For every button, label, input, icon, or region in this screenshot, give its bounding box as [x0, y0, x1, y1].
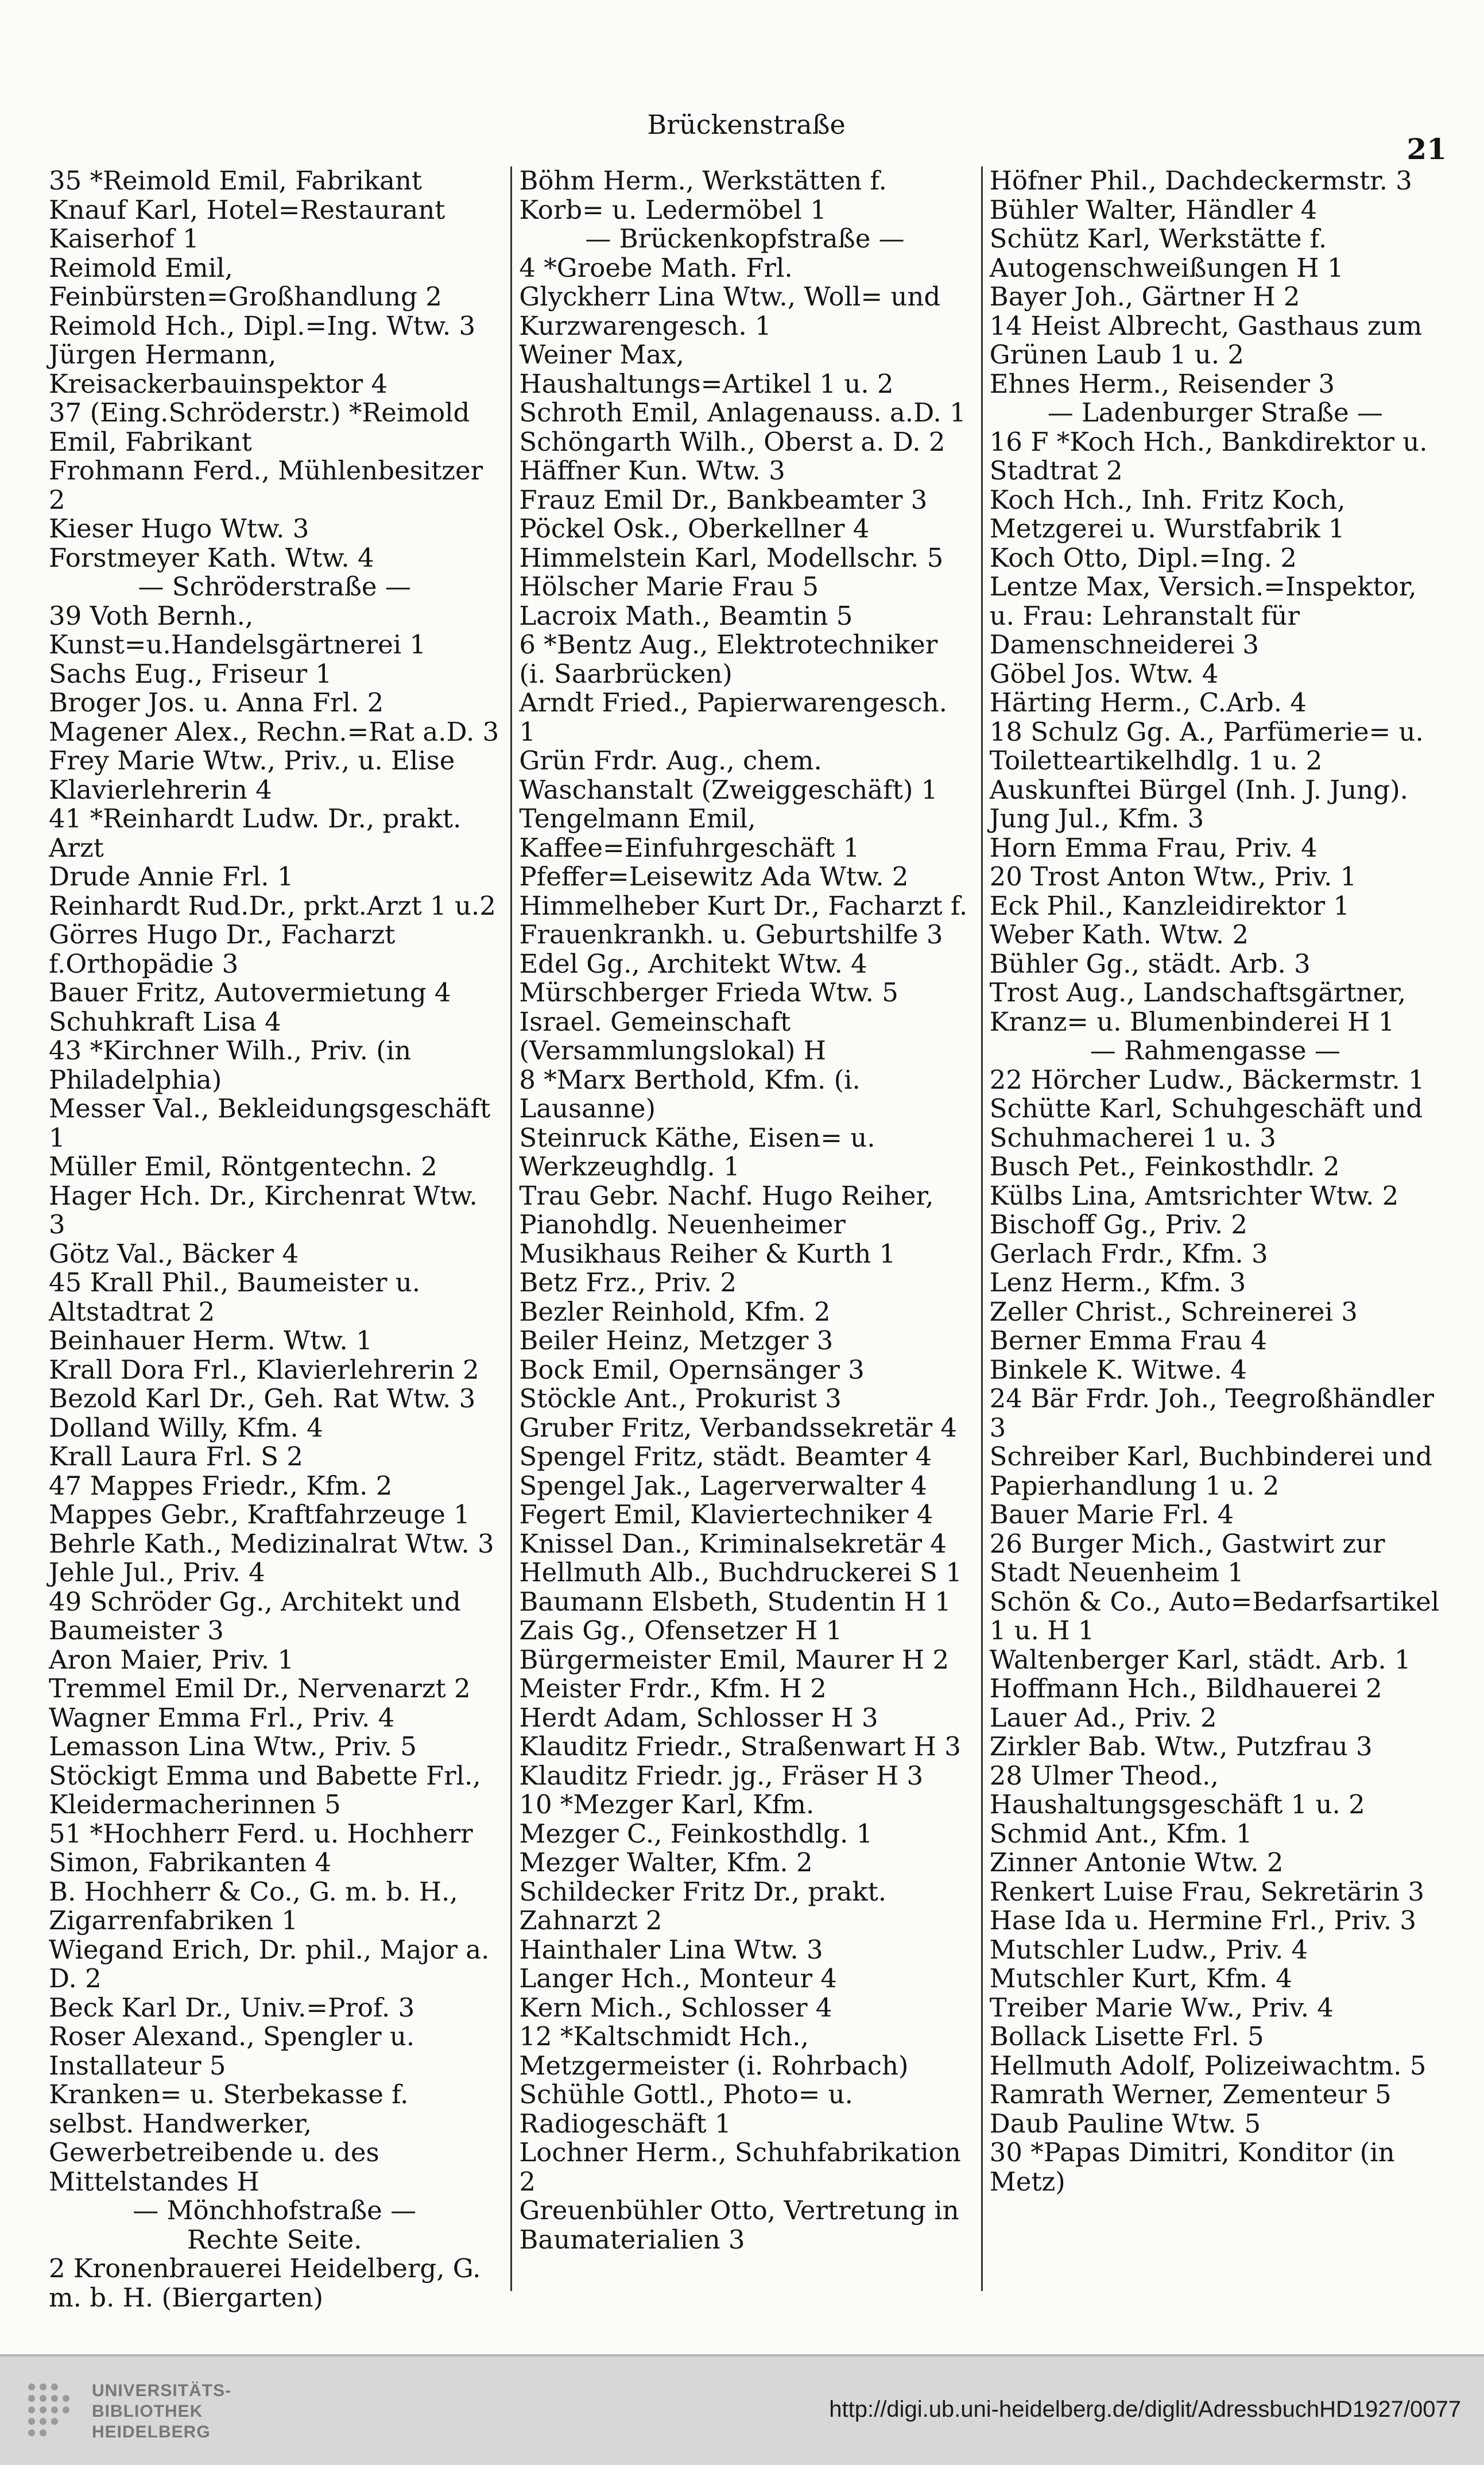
directory-entry: Jürgen Hermann, Kreisackerbauinspektor 4 — [49, 339, 388, 399]
directory-entry: Treiber Marie Ww., Priv. 4 — [989, 1992, 1334, 2023]
directory-entry: Külbs Lina, Amtsrichter Wtw. 2 — [989, 1180, 1399, 1211]
directory-entry: Binkele K. Witwe. 4 — [989, 1354, 1247, 1385]
directory-entry: 6 *Bentz Aug., Elektrotechniker (i. Saarbrücken) — [519, 629, 938, 689]
column-middle — [510, 167, 970, 2291]
directory-entry: Messer Val., Bekleidungsgeschäft 1 — [49, 1093, 491, 1153]
directory-entry: Frey Marie Wtw., Priv., u. Elise Klavierlehrerin 4 — [49, 745, 455, 805]
directory-entry: Mezger C., Feinkosthdlg. 1 — [519, 1818, 873, 1849]
directory-entry: Beck Karl Dr., Univ.=Prof. 3 — [49, 1992, 415, 2023]
directory-entry: Betz Frz., Priv. 2 — [519, 1267, 737, 1298]
directory-entry: Gerlach Frdr., Kfm. 3 — [989, 1238, 1268, 1269]
directory-entry: Israel. Gemeinschaft (Versammlungslokal) H — [519, 1006, 826, 1066]
directory-entry: — Rahmengasse — — [1090, 1035, 1340, 1066]
directory-entry: Broger Jos. u. Anna Frl. 2 — [49, 687, 384, 718]
university-library-logo-icon — [23, 2378, 86, 2441]
directory-entry: Weiner Max, Haushaltungs=Artikel 1 u. 2 — [519, 339, 894, 399]
directory-entry: Koch Otto, Dipl.=Ing. 2 — [989, 542, 1297, 573]
directory-entry: Lenz Herm., Kfm. 3 — [989, 1267, 1246, 1298]
directory-entry: Müller Emil, Röntgentechn. 2 — [49, 1151, 437, 1182]
directory-entry: 47 Mappes Friedr., Kfm. 2 — [49, 1470, 393, 1501]
source-url-link[interactable]: http://digi.ub.uni-heidelberg.de/diglit/AdressbuchHD1927/0077 — [829, 2397, 1461, 2422]
directory-entry: Aron Maier, Priv. 1 — [49, 1644, 294, 1675]
directory-entry: Bezler Reinhold, Kfm. 2 — [519, 1296, 831, 1327]
directory-entry: 2 Kronenbrauerei Heidelberg, G. m. b. H. (Biergarten) — [49, 2253, 481, 2313]
directory-entry: Knissel Dan., Kriminalsekretär 4 — [519, 1528, 947, 1559]
directory-entry: Beiler Heinz, Metzger 3 — [519, 1325, 834, 1356]
directory-entry: Schütz Karl, Werkstätte f. Autogenschweißungen H 1 — [989, 223, 1344, 283]
directory-entry: Mappes Gebr., Kraftfahrzeuge 1 — [49, 1499, 470, 1530]
directory-entry: Mutschler Kurt, Kfm. 4 — [989, 1963, 1292, 1994]
directory-entry: Pfeffer=Leisewitz Ada Wtw. 2 — [519, 861, 909, 892]
directory-entry: 8 *Marx Berthold, Kfm. (i. Lausanne) — [519, 1064, 861, 1124]
directory-entry: Wagner Emma Frl., Priv. 4 — [49, 1702, 395, 1733]
directory-entry: Reinhardt Rud.Dr., prkt.Arzt 1 u.2 — [49, 890, 496, 921]
page-number: 21 — [1406, 132, 1447, 166]
directory-entry: 12 *Kaltschmidt Hch., Metzgermeister (i. Rohrbach) — [519, 2021, 909, 2081]
library-line-2: BIBLIOTHEK — [92, 2402, 203, 2421]
directory-entry: Schöngarth Wilh., Oberst a. D. 2 — [519, 426, 946, 457]
directory-entry: 49 Schröder Gg., Architekt und Baumeister 3 — [49, 1586, 461, 1646]
directory-entry: Hase Ida u. Hermine Frl., Priv. 3 — [989, 1905, 1416, 1936]
directory-entry: Greuenbühler Otto, Vertretung in Baumaterialien 3 — [519, 2195, 959, 2255]
directory-entry: Zirkler Bab. Wtw., Putzfrau 3 — [989, 1731, 1373, 1762]
directory-entry: 43 *Kirchner Wilh., Priv. (in Philadelphia) — [49, 1035, 412, 1095]
directory-entry: 45 Krall Phil., Baumeister u. Altstadtrat 2 — [49, 1267, 421, 1327]
directory-entry: Magener Alex., Rechn.=Rat a.D. 3 — [49, 716, 499, 747]
directory-entry: Trost Aug., Landschaftsgärtner, Kranz= u. Blumenbinderei H 1 — [989, 977, 1406, 1037]
directory-entry: Spengel Jak., Lagerverwalter 4 — [519, 1470, 927, 1501]
directory-entry: Kern Mich., Schlosser 4 — [519, 1992, 832, 2023]
directory-entry: Knauf Karl, Hotel=Restaurant Kaiserhof 1 — [49, 194, 445, 254]
directory-entry: Mezger Walter, Kfm. 2 — [519, 1847, 813, 1878]
directory-entry: Mürschberger Frieda Wtw. 5 — [519, 977, 898, 1008]
directory-entry: Görres Hugo Dr., Facharzt f.Orthopädie 3 — [49, 919, 396, 979]
directory-entry: 22 Hörcher Ludw., Bäckermstr. 1 — [989, 1064, 1425, 1095]
directory-entry: 24 Bär Frdr. Joh., Teegroßhändler 3 — [989, 1383, 1435, 1443]
directory-entry: Spengel Fritz, städt. Beamter 4 — [519, 1441, 932, 1472]
directory-entry: — Brückenkopfstraße — — [585, 223, 905, 254]
directory-entry: Hellmuth Alb., Buchdruckerei S 1 — [519, 1557, 962, 1588]
directory-entry: Rechte Seite. — [187, 2224, 362, 2255]
directory-entry: Auskunftei Bürgel (Inh. J. Jung). Jung Jul., Kfm. 3 — [989, 774, 1408, 834]
directory-entry: Schroth Emil, Anlagenauss. a.D. 1 — [519, 397, 966, 428]
directory-entry: Tremmel Emil Dr., Nervenarzt 2 — [49, 1673, 471, 1704]
directory-entry: Reimold Emil, Feinbürsten=Großhandlung 2 — [49, 252, 442, 312]
directory-entry: Schühle Gottl., Photo= u. Radiogeschäft 1 — [519, 2079, 853, 2139]
directory-entry: Klauditz Friedr., Straßenwart H 3 — [519, 1731, 961, 1762]
directory-entry: 51 *Hochherr Ferd. u. Hochherr Simon, Fabrikanten 4 — [49, 1818, 473, 1878]
directory-entry: Meister Frdr., Kfm. H 2 — [519, 1673, 827, 1704]
directory-entry: 16 F *Koch Hch., Bankdirektor u. Stadtrat 2 — [989, 426, 1428, 486]
directory-entry: 4 *Groebe Math. Frl. — [519, 252, 793, 283]
directory-entry: Götz Val., Bäcker 4 — [49, 1238, 299, 1269]
directory-entry: Schuhkraft Lisa 4 — [49, 1006, 281, 1037]
directory-entry: Ramrath Werner, Zementeur 5 — [989, 2079, 1392, 2110]
directory-entry: Himmelstein Karl, Modellschr. 5 — [519, 542, 944, 573]
directory-entry: Hellmuth Adolf, Polizeiwachtm. 5 — [989, 2050, 1427, 2081]
library-line-3: HEIDELBERG — [92, 2423, 211, 2441]
directory-entry: Behrle Kath., Medizinalrat Wtw. 3 — [49, 1528, 494, 1559]
directory-entry: B. Hochherr & Co., G. m. b. H., Zigarrenfabriken 1 — [49, 1876, 458, 1936]
directory-entry: Beinhauer Herm. Wtw. 1 — [49, 1325, 373, 1356]
directory-entry: Busch Pet., Feinkosthdlr. 2 — [989, 1151, 1340, 1182]
directory-entry: 26 Burger Mich., Gastwirt zur Stadt Neuenheim 1 — [989, 1528, 1385, 1588]
footer-bar — [0, 2354, 1484, 2465]
directory-entry: Schmid Ant., Kfm. 1 — [989, 1818, 1253, 1849]
directory-entry: Bauer Fritz, Autovermietung 4 — [49, 977, 451, 1008]
directory-entry: 20 Trost Anton Wtw., Priv. 1 — [989, 861, 1357, 892]
directory-entry: — Mönchhofstraße — — [133, 2195, 417, 2226]
directory-entry: Steinruck Käthe, Eisen= u. Werkzeughdlg. 1 — [519, 1122, 875, 1182]
directory-entry: 35 *Reimold Emil, Fabrikant — [49, 165, 423, 196]
directory-entry: 18 Schulz Gg. A., Parfümerie= u. Toiletteartikelhdlg. 1 u. 2 — [989, 716, 1424, 776]
directory-entry: Schildecker Fritz Dr., prakt. Zahnarzt 2 — [519, 1876, 887, 1936]
directory-entry: Grün Frdr. Aug., chem. Waschanstalt (Zweiggeschäft) 1 — [519, 745, 938, 805]
directory-entry: Reimold Hch., Dipl.=Ing. Wtw. 3 — [49, 310, 476, 341]
directory-entry: Lochner Herm., Schuhfabrikation 2 — [519, 2137, 961, 2197]
directory-columns — [49, 165, 1441, 2313]
directory-entry: Lentze Max, Versich.=Inspektor, u. Frau: Lehranstalt für Damenschneiderei 3 — [989, 571, 1417, 660]
directory-entry: Kranken= u. Sterbekasse f. selbst. Handwerker, Gewerbetreibende u. des Mittelstandes H — [49, 2079, 409, 2197]
directory-entry: Böhm Herm., Werkstätten f. Korb= u. Ledermöbel 1 — [519, 165, 887, 225]
directory-entry: Berner Emma Frau 4 — [989, 1325, 1268, 1356]
directory-entry: Krall Laura Frl. S 2 — [49, 1441, 303, 1472]
directory-entry: Stöckle Ant., Prokurist 3 — [519, 1383, 842, 1414]
directory-entry: Mutschler Ludw., Priv. 4 — [989, 1934, 1308, 1965]
directory-entry: Häffner Kun. Wtw. 3 — [519, 455, 785, 486]
directory-entry: Trau Gebr. Nachf. Hugo Reiher, Pianohdlg. Neuenheimer Musikhaus Reiher & Kurth 1 — [519, 1180, 934, 1269]
library-line-1: UNIVERSITÄTS- — [92, 2381, 232, 2400]
directory-entry: Zais Gg., Ofensetzer H 1 — [519, 1615, 843, 1646]
directory-entry: Wiegand Erich, Dr. phil., Major a. D. 2 — [49, 1934, 490, 1994]
directory-entry: 10 *Mezger Karl, Kfm. — [519, 1789, 815, 1820]
directory-entry: Klauditz Friedr. jg., Fräser H 3 — [519, 1760, 924, 1791]
column-right — [981, 167, 1441, 2291]
directory-entry: Arndt Fried., Papierwarengesch. 1 — [519, 687, 947, 747]
directory-entry: Tengelmann Emil, Kaffee=Einfuhrgeschäft 1 — [519, 803, 860, 863]
directory-entry: Bock Emil, Opernsänger 3 — [519, 1354, 865, 1385]
directory-entry: — Ladenburger Straße — — [1047, 397, 1383, 428]
directory-entry: — Schröderstraße — — [138, 571, 411, 602]
directory-entry: Langer Hch., Monteur 4 — [519, 1963, 837, 1994]
directory-entry: Baumann Elsbeth, Studentin H 1 — [519, 1586, 951, 1617]
directory-entry: Herdt Adam, Schlosser H 3 — [519, 1702, 878, 1733]
directory-entry: Forstmeyer Kath. Wtw. 4 — [49, 542, 374, 573]
directory-entry: Bischoff Gg., Priv. 2 — [989, 1209, 1247, 1240]
directory-entry: 39 Voth Bernh., Kunst=u.Handelsgärtnerei 1 — [49, 600, 427, 660]
directory-entry: Bauer Marie Frl. 4 — [989, 1499, 1234, 1530]
directory-entry: Höfner Phil., Dachdeckermstr. 3 — [989, 165, 1412, 196]
directory-entry: Lauer Ad., Priv. 2 — [989, 1702, 1217, 1733]
directory-entry: Lacroix Math., Beamtin 5 — [519, 600, 853, 631]
directory-entry: Hoffmann Hch., Bildhauerei 2 — [989, 1673, 1382, 1704]
directory-entry: 14 Heist Albrecht, Gasthaus zum Grünen Laub 1 u. 2 — [989, 310, 1423, 370]
directory-entry: Kieser Hugo Wtw. 3 — [49, 513, 309, 544]
directory-entry: Bayer Joh., Gärtner H 2 — [989, 281, 1300, 312]
directory-entry: Gruber Fritz, Verbandssekretär 4 — [519, 1412, 958, 1443]
directory-entry: Koch Hch., Inh. Fritz Koch, Metzgerei u. Wurstfabrik 1 — [989, 484, 1346, 544]
directory-entry: 30 *Papas Dimitri, Konditor (in Metz) — [989, 2137, 1395, 2197]
directory-entry: Zeller Christ., Schreinerei 3 — [989, 1296, 1358, 1327]
directory-entry: Renkert Luise Frau, Sekretärin 3 — [989, 1876, 1424, 1907]
directory-entry: 37 (Eing.Schröderstr.) *Reimold Emil, Fabrikant — [49, 397, 470, 457]
directory-entry: Pöckel Osk., Oberkellner 4 — [519, 513, 870, 544]
directory-entry: Drude Annie Frl. 1 — [49, 861, 294, 892]
directory-entry: Zinner Antonie Wtw. 2 — [989, 1847, 1284, 1878]
directory-entry: Schön & Co., Auto=Bedarfsartikel 1 u. H 1 — [989, 1586, 1440, 1646]
directory-entry: 28 Ulmer Theod., Haushaltungsgeschäft 1 u. 2 — [989, 1760, 1365, 1820]
directory-entry: Bühler Gg., städt. Arb. 3 — [989, 948, 1311, 979]
directory-entry: Stöckigt Emma und Babette Frl., Kleidermacherinnen 5 — [49, 1760, 481, 1820]
directory-entry: Bürgermeister Emil, Maurer H 2 — [519, 1644, 950, 1675]
directory-entry: Bühler Walter, Händler 4 — [989, 194, 1318, 225]
directory-entry: Schütte Karl, Schuhgeschäft und Schuhmacherei 1 u. 3 — [989, 1093, 1423, 1153]
library-name — [92, 2381, 231, 2443]
directory-entry: 41 *Reinhardt Ludw. Dr., prakt. Arzt — [49, 803, 462, 863]
directory-entry: Glyckherr Lina Wtw., Woll= und Kurzwarengesch. 1 — [519, 281, 941, 341]
directory-entry: Göbel Jos. Wtw. 4 — [989, 658, 1219, 689]
directory-entry: Frauz Emil Dr., Bankbeamter 3 — [519, 484, 928, 515]
directory-entry: Hager Hch. Dr., Kirchenrat Wtw. 3 — [49, 1180, 478, 1240]
directory-entry: Weber Kath. Wtw. 2 — [989, 919, 1249, 950]
directory-entry: Bezold Karl Dr., Geh. Rat Wtw. 3 — [49, 1383, 476, 1414]
directory-entry: Fegert Emil, Klaviertechniker 4 — [519, 1499, 933, 1530]
directory-entry: Schreiber Karl, Buchbinderei und Papierhandlung 1 u. 2 — [989, 1441, 1432, 1501]
directory-entry: Daub Pauline Wtw. 5 — [989, 2108, 1261, 2139]
directory-entry: Ehnes Herm., Reisender 3 — [989, 368, 1335, 399]
directory-entry: Härting Herm., C.Arb. 4 — [989, 687, 1307, 718]
page-header — [46, 109, 1447, 166]
directory-entry: Lemasson Lina Wtw., Priv. 5 — [49, 1731, 417, 1762]
directory-entry: Hölscher Marie Frau 5 — [519, 571, 819, 602]
directory-entry: Hainthaler Lina Wtw. 3 — [519, 1934, 823, 1965]
street-title: Brückenstraße — [647, 109, 846, 140]
directory-entry: Dolland Willy, Kfm. 4 — [49, 1412, 323, 1443]
directory-entry: Eck Phil., Kanzleidirektor 1 — [989, 890, 1350, 921]
directory-entry: Sachs Eug., Friseur 1 — [49, 658, 332, 689]
directory-entry: Frohmann Ferd., Mühlenbesitzer 2 — [49, 455, 483, 515]
directory-entry: Waltenberger Karl, städt. Arb. 1 — [989, 1644, 1411, 1675]
directory-entry: Jehle Jul., Priv. 4 — [49, 1557, 265, 1588]
directory-entry: Bollack Lisette Frl. 5 — [989, 2021, 1264, 2052]
directory-entry: Edel Gg., Architekt Wtw. 4 — [519, 948, 867, 979]
directory-entry: Roser Alexand., Spengler u. Installateur 5 — [49, 2021, 415, 2081]
directory-entry: Horn Emma Frau, Priv. 4 — [989, 832, 1318, 863]
directory-entry: Krall Dora Frl., Klavierlehrerin 2 — [49, 1354, 479, 1385]
directory-entry: Himmelheber Kurt Dr., Facharzt f. Frauenkrankh. u. Geburtshilfe 3 — [519, 890, 968, 950]
column-left — [49, 165, 500, 2313]
